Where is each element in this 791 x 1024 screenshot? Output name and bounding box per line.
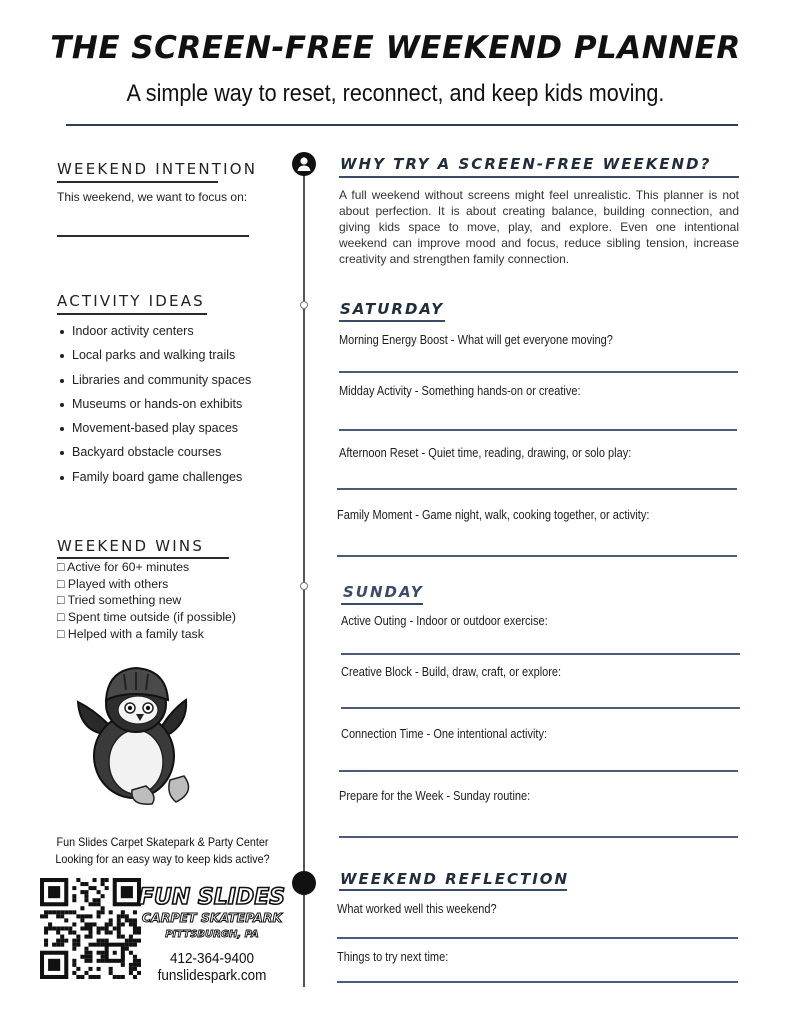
website-link[interactable]: funslidespark.com xyxy=(157,967,267,984)
logo-line-2: CARPET SKATEPARK xyxy=(141,910,283,925)
list-item: Backyard obstacle courses xyxy=(58,445,288,469)
timeline-saturday-marker xyxy=(300,301,308,309)
intention-write-line[interactable] xyxy=(57,235,249,237)
wins-heading-underline xyxy=(57,557,229,559)
person-icon xyxy=(292,152,316,176)
reflection-write-line-1[interactable] xyxy=(337,937,738,939)
sunday-write-line-4[interactable] xyxy=(339,836,738,838)
saturday-prompt-2: Midday Activity - Something hands-on or creative: xyxy=(339,384,581,398)
saturday-write-line-1[interactable] xyxy=(339,371,738,373)
why-paragraph: A full weekend without screens might feel unrealistic. This planner is not about perfection. It is about creating balance, building connection, and giving kids space to move, play, and explore. Even one intentional weekend can improve mood and focus, reduce sibling tension, increase creativity and strengthen family connection. xyxy=(339,188,739,267)
sunday-write-line-1[interactable] xyxy=(341,653,740,655)
logo-line-3: PITTSBURGH, PA xyxy=(165,929,259,940)
reflection-heading: WEEKEND REFLECTION xyxy=(340,870,570,888)
saturday-write-line-4[interactable] xyxy=(337,555,737,557)
intention-heading: WEEKEND INTENTION xyxy=(57,160,258,178)
list-item: Museums or hands-on exhibits xyxy=(58,397,288,421)
sunday-write-line-2[interactable] xyxy=(341,707,740,709)
saturday-write-line-3[interactable] xyxy=(337,488,737,490)
saturday-write-line-2[interactable] xyxy=(339,429,737,431)
page-title: THE SCREEN-FREE WEEKEND PLANNER xyxy=(50,30,741,66)
sunday-heading-underline xyxy=(341,603,423,605)
saturday-prompt-3: Afternoon Reset - Quiet time, reading, drawing, or solo play: xyxy=(339,446,632,460)
checklist-item[interactable]: □ Tried something new xyxy=(57,593,182,608)
penguin-mascot-icon xyxy=(74,664,196,809)
wins-checklist xyxy=(57,560,287,643)
saturday-prompt-4: Family Moment - Game night, walk, cooking together, or activity: xyxy=(337,508,650,522)
sunday-prompt-2: Creative Block - Build, draw, craft, or explore: xyxy=(341,665,562,679)
sunday-prompt-1: Active Outing - Indoor or outdoor exercise: xyxy=(341,614,548,628)
wins-heading: WEEKEND WINS xyxy=(57,537,205,555)
saturday-heading-underline xyxy=(339,320,445,322)
list-item: Movement-based play spaces xyxy=(58,421,288,445)
fun-slides-logo xyxy=(138,880,286,942)
list-item: Family board game challenges xyxy=(58,470,288,494)
list-item: Indoor activity centers xyxy=(58,324,288,348)
phone-number[interactable]: 412-364-9400 xyxy=(169,950,255,967)
checklist-item[interactable]: □ Active for 60+ minutes xyxy=(57,560,190,574)
header-divider xyxy=(66,124,738,126)
checklist-item[interactable]: □ Spent time outside (if possible) xyxy=(57,610,236,625)
sunday-prompt-3: Connection Time - One intentional activity: xyxy=(341,727,548,741)
intention-prompt: This weekend, we want to focus on: xyxy=(57,190,248,204)
checklist-item[interactable]: □ Played with others xyxy=(57,576,169,591)
reflection-prompt-2: Things to try next time: xyxy=(337,950,449,964)
checklist-item[interactable]: □ Helped with a family task xyxy=(57,626,204,641)
sunday-heading: SUNDAY xyxy=(343,583,424,601)
sunday-write-line-3[interactable] xyxy=(339,770,738,772)
timeline-reflection-marker xyxy=(292,871,316,895)
saturday-heading: SATURDAY xyxy=(340,300,445,318)
intention-heading-underline xyxy=(57,181,218,183)
business-name: Fun Slides Carpet Skatepark & Party Center xyxy=(56,835,269,849)
qr-code-icon[interactable] xyxy=(40,878,141,979)
business-tagline: Looking for an easy way to keep kids active? xyxy=(55,852,270,866)
list-item: Local parks and walking trails xyxy=(58,348,288,372)
reflection-heading-underline xyxy=(339,889,567,891)
page-subtitle: A simple way to reset, reconnect, and keep kids moving. xyxy=(126,80,665,107)
sunday-prompt-4: Prepare for the Week - Sunday routine: xyxy=(339,789,531,803)
why-heading-underline xyxy=(339,176,739,178)
reflection-prompt-1: What worked well this weekend? xyxy=(337,902,497,916)
saturday-prompt-1: Morning Energy Boost - What will get everyone moving? xyxy=(339,333,613,347)
timeline-line xyxy=(303,165,305,987)
list-item: Libraries and community spaces xyxy=(58,373,288,397)
timeline-person-marker xyxy=(292,152,316,176)
activities-heading-underline xyxy=(57,313,207,315)
why-heading: WHY TRY A SCREEN-FREE WEEKEND? xyxy=(340,155,712,173)
timeline-sunday-marker xyxy=(300,582,308,590)
reflection-write-line-2[interactable] xyxy=(337,981,738,983)
activity-list xyxy=(58,324,288,494)
logo-line-1: FUN SLIDES xyxy=(138,885,286,910)
activities-heading: ACTIVITY IDEAS xyxy=(57,292,205,310)
